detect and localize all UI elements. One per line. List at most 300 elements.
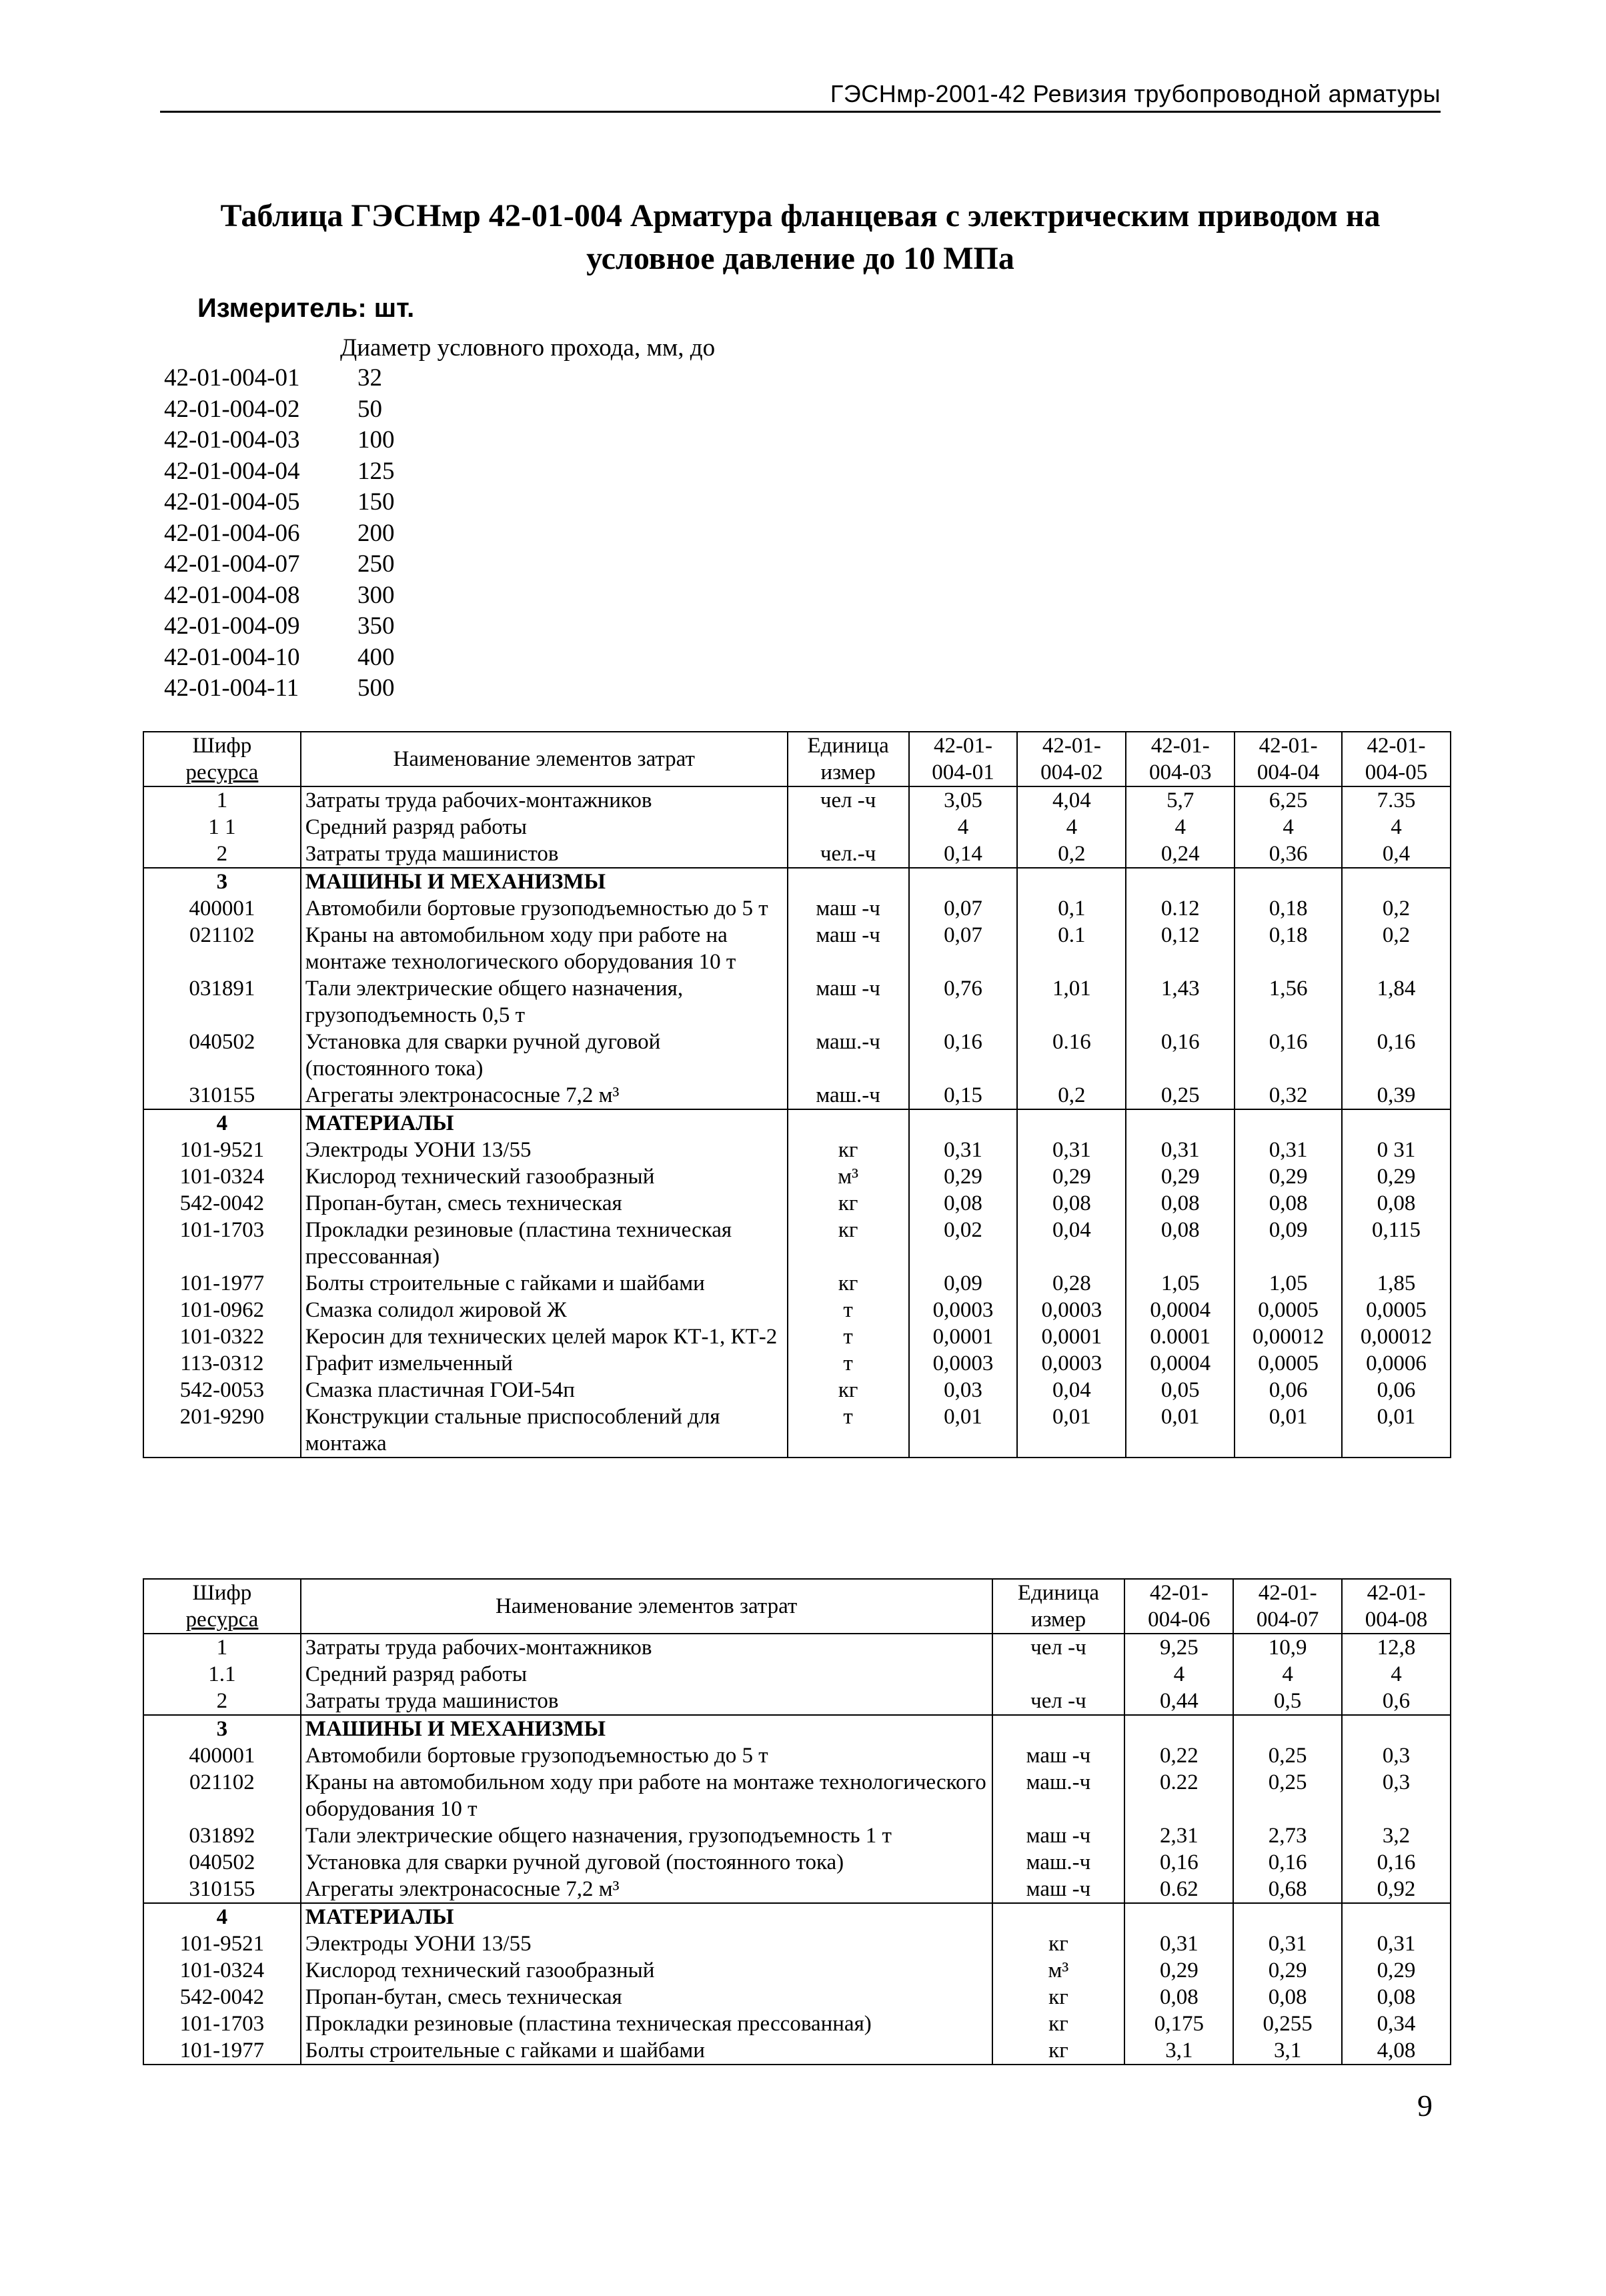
resource-value: 4 bbox=[1235, 814, 1342, 840]
resource-name: Затраты труда машинистов bbox=[301, 840, 788, 868]
resource-value: 0,15 bbox=[909, 1082, 1018, 1109]
code-list-item bbox=[164, 363, 395, 394]
resource-value: 5,7 bbox=[1126, 786, 1235, 814]
resource-value: 0,16 bbox=[1124, 1849, 1233, 1876]
resource-value: 0,29 bbox=[1235, 1163, 1342, 1190]
resource-value: 3,2 bbox=[1342, 1822, 1451, 1849]
code-diameter: 32 bbox=[357, 364, 382, 392]
resource-value: 0,0004 bbox=[1126, 1297, 1235, 1323]
header-col-code: 004-06 bbox=[1124, 1606, 1233, 1634]
resource-value: 0,08 bbox=[1017, 1190, 1126, 1217]
resource-value: 4 bbox=[1017, 814, 1126, 840]
resource-name: Кислород технический газообразный bbox=[301, 1957, 992, 1984]
resource-value: 0,31 bbox=[1126, 1137, 1235, 1163]
table-row bbox=[143, 1876, 1451, 1903]
header-unit: Единица bbox=[992, 1579, 1125, 1606]
resource-name: Тали электрические общего назначения, грузоподъемность 1 т bbox=[301, 1822, 992, 1849]
header-col-code: 42-01- bbox=[1235, 732, 1342, 759]
resource-value: 0,31 bbox=[1342, 1930, 1451, 1957]
code-list-item bbox=[164, 673, 395, 704]
resource-value: 0,16 bbox=[1235, 1029, 1342, 1082]
resource-value bbox=[909, 1109, 1018, 1137]
code-list-item bbox=[164, 549, 395, 580]
table-row bbox=[143, 1403, 1451, 1458]
table-row bbox=[143, 1190, 1451, 1217]
code-list-item bbox=[164, 394, 395, 426]
table-row bbox=[143, 2037, 1451, 2065]
resource-value: 0,31 bbox=[909, 1137, 1018, 1163]
header-col-code: 42-01- bbox=[1124, 1579, 1233, 1606]
header-row bbox=[143, 1579, 1451, 1606]
resource-value: 0,2 bbox=[1342, 895, 1451, 922]
resource-code: 040502 bbox=[143, 1029, 301, 1082]
header-col-code: 42-01- bbox=[1017, 732, 1126, 759]
resource-value: 0,01 bbox=[1126, 1403, 1235, 1458]
resource-value: 1,01 bbox=[1017, 975, 1126, 1029]
resource-value: 0,16 bbox=[1233, 1849, 1342, 1876]
table-row bbox=[143, 1082, 1451, 1109]
resource-value: 0,31 bbox=[1124, 1930, 1233, 1957]
table-header bbox=[143, 1579, 1451, 1634]
resource-unit bbox=[788, 868, 909, 895]
table-row bbox=[143, 1217, 1451, 1270]
resource-name: Керосин для технических целей марок КТ-1, КТ-2 bbox=[301, 1323, 788, 1350]
table-section bbox=[143, 1903, 1451, 2065]
resource-value: 0,09 bbox=[909, 1270, 1018, 1297]
resource-value: 0,04 bbox=[1017, 1217, 1126, 1270]
header-col-code: 004-03 bbox=[1126, 759, 1235, 786]
resource-unit: кг bbox=[788, 1190, 909, 1217]
resource-value: 0,01 bbox=[1017, 1403, 1126, 1458]
code-id: 42-01-004-08 bbox=[164, 581, 300, 609]
resource-value: 4 bbox=[1126, 814, 1235, 840]
resource-value bbox=[1342, 1109, 1451, 1137]
code-list bbox=[164, 363, 395, 704]
resource-code: 2 bbox=[143, 840, 301, 868]
resource-code: 3 bbox=[143, 868, 301, 895]
table-row bbox=[143, 1350, 1451, 1377]
resource-value: 0,0005 bbox=[1235, 1297, 1342, 1323]
resource-name: Автомобили бортовые грузоподъемностью до 5 т bbox=[301, 895, 788, 922]
resource-value: 0,36 bbox=[1235, 840, 1342, 868]
resource-code: 101-1703 bbox=[143, 1217, 301, 1270]
resource-code: 400001 bbox=[143, 1742, 301, 1769]
resource-code: 542-0053 bbox=[143, 1377, 301, 1403]
resource-value: 0.0001 bbox=[1126, 1323, 1235, 1350]
header-code: Шифр bbox=[143, 1579, 301, 1606]
resource-value: 0,08 bbox=[909, 1190, 1018, 1217]
resource-value bbox=[1342, 868, 1451, 895]
resource-value: 0,06 bbox=[1235, 1377, 1342, 1403]
resource-value: 0,3 bbox=[1342, 1742, 1451, 1769]
resource-unit: маш.-ч bbox=[788, 1082, 909, 1109]
resource-value: 0,115 bbox=[1342, 1217, 1451, 1270]
resource-unit: маш.-ч bbox=[992, 1769, 1125, 1822]
table-section bbox=[143, 786, 1451, 868]
resource-value: 0.12 bbox=[1126, 895, 1235, 922]
resource-value: 0,08 bbox=[1126, 1217, 1235, 1270]
code-diameter: 100 bbox=[357, 426, 395, 454]
resource-code: 040502 bbox=[143, 1849, 301, 1876]
resource-value: 0,01 bbox=[1235, 1403, 1342, 1458]
resource-value bbox=[1235, 1109, 1342, 1137]
resource-value: 0,08 bbox=[1233, 1984, 1342, 2011]
table-row bbox=[143, 975, 1451, 1029]
resource-unit bbox=[788, 814, 909, 840]
table-row bbox=[143, 1769, 1451, 1822]
resource-value: 4,04 bbox=[1017, 786, 1126, 814]
resource-value: 0,18 bbox=[1235, 895, 1342, 922]
resource-value: 0,29 bbox=[1342, 1163, 1451, 1190]
resource-value: 0,0003 bbox=[1017, 1350, 1126, 1377]
resource-value: 1,43 bbox=[1126, 975, 1235, 1029]
code-id: 42-01-004-09 bbox=[164, 612, 300, 640]
resource-value: 0,14 bbox=[909, 840, 1018, 868]
table-header bbox=[143, 732, 1451, 786]
resource-name: Болты строительные с гайками и шайбами bbox=[301, 1270, 788, 1297]
resource-unit: кг bbox=[788, 1137, 909, 1163]
resource-name: Прокладки резиновые (пластина техническая прессованная) bbox=[301, 2011, 992, 2037]
header-col-code: 42-01- bbox=[1126, 732, 1235, 759]
resource-value: 3,05 bbox=[909, 786, 1018, 814]
header-col-code: 004-04 bbox=[1235, 759, 1342, 786]
code-list-item bbox=[164, 425, 395, 456]
code-id: 42-01-004-06 bbox=[164, 519, 300, 547]
resource-table-2 bbox=[143, 1578, 1451, 2065]
resource-value: 10,9 bbox=[1233, 1634, 1342, 1661]
resource-value: 0.1 bbox=[1017, 922, 1126, 975]
resource-name: Пропан-бутан, смесь техническая bbox=[301, 1190, 788, 1217]
resource-name: Смазка солидол жировой Ж bbox=[301, 1297, 788, 1323]
resource-code: 101-1703 bbox=[143, 2011, 301, 2037]
resource-name: Затраты труда машинистов bbox=[301, 1688, 992, 1715]
resource-name: Электроды УОНИ 13/55 bbox=[301, 1137, 788, 1163]
table-row bbox=[143, 895, 1451, 922]
resource-name: Тали электрические общего назначения, грузоподъемность 0,5 т bbox=[301, 975, 788, 1029]
resource-value: 0,29 bbox=[1233, 1957, 1342, 1984]
resource-unit: маш -ч bbox=[788, 922, 909, 975]
resource-value: 0,16 bbox=[1342, 1029, 1451, 1082]
resource-code: 542-0042 bbox=[143, 1984, 301, 2011]
table-row bbox=[143, 1109, 1451, 1137]
resource-value: 0,08 bbox=[1342, 1984, 1451, 2011]
resource-value bbox=[1342, 1715, 1451, 1742]
resource-value: 0,2 bbox=[1342, 922, 1451, 975]
table-row bbox=[143, 1137, 1451, 1163]
codes-caption: Диаметр условного прохода, мм, до bbox=[340, 334, 716, 362]
header-col-code: 004-01 bbox=[909, 759, 1018, 786]
page-number: 9 bbox=[1417, 2089, 1433, 2123]
resource-value bbox=[1017, 1109, 1126, 1137]
code-id: 42-01-004-11 bbox=[164, 674, 299, 702]
code-diameter: 125 bbox=[357, 457, 395, 485]
resource-code: 400001 bbox=[143, 895, 301, 922]
code-id: 42-01-004-10 bbox=[164, 643, 300, 671]
resource-unit bbox=[992, 1661, 1125, 1688]
resource-value: 0,07 bbox=[909, 922, 1018, 975]
resource-unit: маш -ч bbox=[788, 975, 909, 1029]
resource-value: 0,24 bbox=[1126, 840, 1235, 868]
table-row bbox=[143, 1957, 1451, 1984]
resource-unit: чел -ч bbox=[992, 1634, 1125, 1661]
resource-value: 0,25 bbox=[1233, 1769, 1342, 1822]
resource-name: Конструкции стальные приспособлений для монтажа bbox=[301, 1403, 788, 1458]
code-list-item bbox=[164, 518, 395, 550]
resource-code: 201-9290 bbox=[143, 1403, 301, 1458]
resource-value: 3,1 bbox=[1124, 2037, 1233, 2065]
table-row bbox=[143, 1661, 1451, 1688]
header-col-code: 42-01- bbox=[909, 732, 1018, 759]
resource-unit bbox=[992, 1715, 1125, 1742]
resource-name: МАШИНЫ И МЕХАНИЗМЫ bbox=[301, 868, 788, 895]
resource-value: 0,08 bbox=[1235, 1190, 1342, 1217]
resource-value: 7.35 bbox=[1342, 786, 1451, 814]
table-row bbox=[143, 1742, 1451, 1769]
unit-label: Измеритель: шт. bbox=[197, 294, 415, 323]
resource-code: 310155 bbox=[143, 1876, 301, 1903]
header-row bbox=[143, 732, 1451, 759]
resource-value: 4 bbox=[1124, 1661, 1233, 1688]
resource-value bbox=[1124, 1715, 1233, 1742]
resource-code: 3 bbox=[143, 1715, 301, 1742]
table-row bbox=[143, 868, 1451, 895]
resource-value: 2,31 bbox=[1124, 1822, 1233, 1849]
resource-value: 0,31 bbox=[1235, 1137, 1342, 1163]
resource-code: 2 bbox=[143, 1688, 301, 1715]
table-row bbox=[143, 1634, 1451, 1661]
code-id: 42-01-004-04 bbox=[164, 457, 300, 485]
code-list-item bbox=[164, 580, 395, 612]
resource-code: 101-9521 bbox=[143, 1930, 301, 1957]
resource-name: Графит измельченный bbox=[301, 1350, 788, 1377]
resource-unit: маш -ч bbox=[992, 1822, 1125, 1849]
header-col-code: 004-02 bbox=[1017, 759, 1126, 786]
resource-code: 1.1 bbox=[143, 1661, 301, 1688]
resource-value: 0,16 bbox=[1342, 1849, 1451, 1876]
resource-value: 0,0003 bbox=[1017, 1297, 1126, 1323]
resource-code: 113-0312 bbox=[143, 1350, 301, 1377]
resource-unit: чел -ч bbox=[788, 786, 909, 814]
resource-value: 0,0006 bbox=[1342, 1350, 1451, 1377]
resource-value: 12,8 bbox=[1342, 1634, 1451, 1661]
table-section bbox=[143, 1715, 1451, 1903]
table-row bbox=[143, 814, 1451, 840]
resource-value: 0,00012 bbox=[1235, 1323, 1342, 1350]
code-diameter: 150 bbox=[357, 488, 395, 516]
table-row bbox=[143, 786, 1451, 814]
resource-name: Установка для сварки ручной дуговой (постоянного тока) bbox=[301, 1029, 788, 1082]
resource-value bbox=[1233, 1903, 1342, 1930]
resource-code: 101-0324 bbox=[143, 1163, 301, 1190]
code-diameter: 350 bbox=[357, 612, 395, 640]
header-code: ресурса bbox=[143, 759, 301, 786]
header-col-code: 004-08 bbox=[1342, 1606, 1451, 1634]
resource-value: 0,29 bbox=[1126, 1163, 1235, 1190]
table-row bbox=[143, 1903, 1451, 1930]
resource-value: 0,175 bbox=[1124, 2011, 1233, 2037]
table-row bbox=[143, 1984, 1451, 2011]
resource-value: 0,12 bbox=[1126, 922, 1235, 975]
resource-code: 101-1977 bbox=[143, 1270, 301, 1297]
resource-unit: т bbox=[788, 1323, 909, 1350]
resource-value: 0,01 bbox=[1342, 1403, 1451, 1458]
resource-unit: т bbox=[788, 1403, 909, 1458]
resource-value: 0,0001 bbox=[909, 1323, 1018, 1350]
resource-code: 101-0962 bbox=[143, 1297, 301, 1323]
resource-value: 4,08 bbox=[1342, 2037, 1451, 2065]
resource-code: 4 bbox=[143, 1109, 301, 1137]
header-col-code: 42-01- bbox=[1342, 732, 1451, 759]
resource-value: 0,00012 bbox=[1342, 1323, 1451, 1350]
resource-name: Болты строительные с гайками и шайбами bbox=[301, 2037, 992, 2065]
page-title bbox=[160, 195, 1441, 280]
resource-name: МАТЕРИАЛЫ bbox=[301, 1109, 788, 1137]
resource-value: 2,73 bbox=[1233, 1822, 1342, 1849]
resource-unit bbox=[788, 1109, 909, 1137]
resource-name: Краны на автомобильном ходу при работе на монтаже технологического оборудования 10 т bbox=[301, 1769, 992, 1822]
resource-name: Затраты труда рабочих-монтажников bbox=[301, 1634, 992, 1661]
table-row bbox=[143, 1930, 1451, 1957]
table-row bbox=[143, 1270, 1451, 1297]
resource-name: Средний разряд работы bbox=[301, 814, 788, 840]
resource-code: 031892 bbox=[143, 1822, 301, 1849]
resource-value: 0,2 bbox=[1017, 1082, 1126, 1109]
code-diameter: 400 bbox=[357, 643, 395, 671]
resource-code: 542-0042 bbox=[143, 1190, 301, 1217]
table-row bbox=[143, 1029, 1451, 1082]
resource-value: 0,32 bbox=[1235, 1082, 1342, 1109]
code-diameter: 300 bbox=[357, 581, 395, 609]
resource-value bbox=[909, 868, 1018, 895]
header-col-code: 42-01- bbox=[1342, 1579, 1451, 1606]
resource-unit: кг bbox=[992, 2011, 1125, 2037]
resource-code: 101-9521 bbox=[143, 1137, 301, 1163]
table-row bbox=[143, 2011, 1451, 2037]
resource-name: Прокладки резиновые (пластина техническая прессованная) bbox=[301, 1217, 788, 1270]
resource-value: 0,0005 bbox=[1342, 1297, 1451, 1323]
resource-value: 0.22 bbox=[1124, 1769, 1233, 1822]
resource-value: 0,09 bbox=[1235, 1217, 1342, 1270]
code-list-item bbox=[164, 642, 395, 674]
table-row bbox=[143, 840, 1451, 868]
resource-unit bbox=[992, 1903, 1125, 1930]
resource-value: 0,39 bbox=[1342, 1082, 1451, 1109]
resource-value bbox=[1342, 1903, 1451, 1930]
code-diameter: 500 bbox=[357, 674, 395, 702]
resource-value: 0,29 bbox=[1017, 1163, 1126, 1190]
resource-code: 101-0324 bbox=[143, 1957, 301, 1984]
resource-value: 0,0001 bbox=[1017, 1323, 1126, 1350]
resource-value: 1,85 bbox=[1342, 1270, 1451, 1297]
table-section bbox=[143, 868, 1451, 1109]
resource-value: 0,01 bbox=[909, 1403, 1018, 1458]
resource-name: Электроды УОНИ 13/55 bbox=[301, 1930, 992, 1957]
resource-value bbox=[1126, 868, 1235, 895]
resource-value: 0 31 bbox=[1342, 1137, 1451, 1163]
code-list-item bbox=[164, 487, 395, 518]
resource-code: 101-0322 bbox=[143, 1323, 301, 1350]
header-unit: измер bbox=[788, 759, 909, 786]
header-code: ресурса bbox=[143, 1606, 301, 1634]
resource-name: Установка для сварки ручной дуговой (постоянного тока) bbox=[301, 1849, 992, 1876]
header-name: Наименование элементов затрат bbox=[301, 1579, 992, 1634]
resource-value: 0,29 bbox=[1124, 1957, 1233, 1984]
resource-value: 0,22 bbox=[1124, 1742, 1233, 1769]
resource-value: 0,76 bbox=[909, 975, 1018, 1029]
resource-value: 0,29 bbox=[909, 1163, 1018, 1190]
resource-value: 0,04 bbox=[1017, 1377, 1126, 1403]
table-row bbox=[143, 922, 1451, 975]
resource-value: 0,4 bbox=[1342, 840, 1451, 868]
resource-value: 0,31 bbox=[1017, 1137, 1126, 1163]
resource-value: 4 bbox=[1342, 814, 1451, 840]
resource-value: 0.62 bbox=[1124, 1876, 1233, 1903]
running-header: ГЭСНмр-2001-42 Ревизия трубопроводной арматуры bbox=[160, 80, 1441, 113]
resource-value: 0,44 bbox=[1124, 1688, 1233, 1715]
resource-unit: маш -ч bbox=[788, 895, 909, 922]
resource-value: 0,0003 bbox=[909, 1350, 1018, 1377]
resource-value: 0,255 bbox=[1233, 2011, 1342, 2037]
resource-code: 031891 bbox=[143, 975, 301, 1029]
table-row bbox=[143, 1297, 1451, 1323]
resource-value: 0,08 bbox=[1342, 1190, 1451, 1217]
resource-value: 0,07 bbox=[909, 895, 1018, 922]
table-row bbox=[143, 1323, 1451, 1350]
header-col-code: 004-07 bbox=[1233, 1606, 1342, 1634]
code-id: 42-01-004-03 bbox=[164, 426, 300, 454]
table-row bbox=[143, 1377, 1451, 1403]
resource-code: 1 bbox=[143, 786, 301, 814]
code-id: 42-01-004-01 bbox=[164, 364, 300, 392]
resource-unit: кг bbox=[992, 1984, 1125, 2011]
resource-unit: кг bbox=[992, 2037, 1125, 2065]
resource-unit: чел.-ч bbox=[788, 840, 909, 868]
table-row bbox=[143, 1688, 1451, 1715]
resource-unit: кг bbox=[992, 1930, 1125, 1957]
resource-name: Агрегаты электронасосные 7,2 м³ bbox=[301, 1082, 788, 1109]
table-row bbox=[143, 1163, 1451, 1190]
resource-code: 1 1 bbox=[143, 814, 301, 840]
resource-value: 0,31 bbox=[1233, 1930, 1342, 1957]
resource-name: Кислород технический газообразный bbox=[301, 1163, 788, 1190]
code-list-item bbox=[164, 611, 395, 642]
header-unit: измер bbox=[992, 1606, 1125, 1634]
resource-unit: т bbox=[788, 1350, 909, 1377]
resource-unit: маш -ч bbox=[992, 1876, 1125, 1903]
table-section bbox=[143, 1109, 1451, 1458]
resource-unit: маш.-ч bbox=[992, 1849, 1125, 1876]
code-list-item bbox=[164, 456, 395, 488]
resource-code: 021102 bbox=[143, 922, 301, 975]
resource-value: 0,0003 bbox=[909, 1297, 1018, 1323]
header-col-code: 004-05 bbox=[1342, 759, 1451, 786]
resource-code: 101-1977 bbox=[143, 2037, 301, 2065]
resource-name: Краны на автомобильном ходу при работе на монтаже технологического оборудования 10 т bbox=[301, 922, 788, 975]
resource-value: 0.16 bbox=[1017, 1029, 1126, 1082]
resource-value: 0,16 bbox=[909, 1029, 1018, 1082]
title-line-2: условное давление до 10 МПа bbox=[586, 241, 1014, 276]
table-row bbox=[143, 1715, 1451, 1742]
resource-unit: м³ bbox=[992, 1957, 1125, 1984]
header-name: Наименование элементов затрат bbox=[301, 732, 788, 786]
code-diameter: 200 bbox=[357, 519, 395, 547]
table-row bbox=[143, 1849, 1451, 1876]
resource-value: 0,6 bbox=[1342, 1688, 1451, 1715]
table-section bbox=[143, 1634, 1451, 1715]
resource-value: 0,3 bbox=[1342, 1769, 1451, 1822]
resource-value: 0,25 bbox=[1233, 1742, 1342, 1769]
resource-value: 0,2 bbox=[1017, 840, 1126, 868]
